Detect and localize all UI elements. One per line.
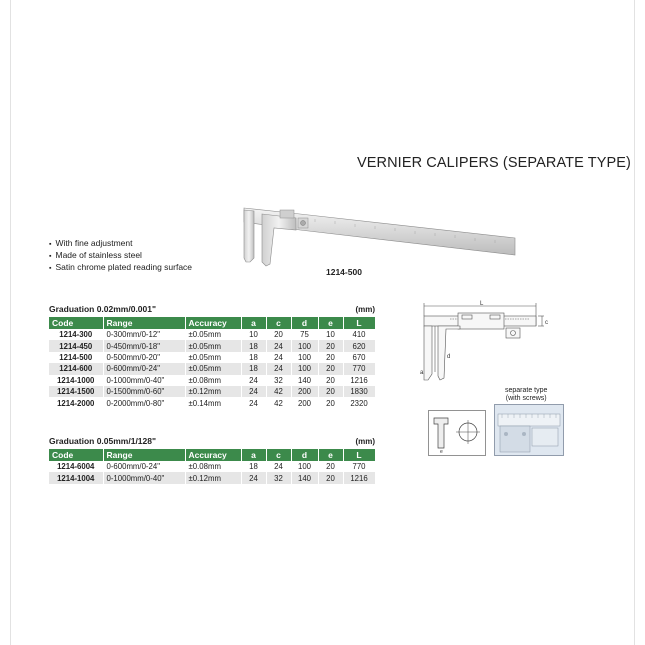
table-cell: 18 <box>241 340 266 351</box>
table-cell: 18 <box>241 461 266 472</box>
table-row <box>49 397 375 408</box>
feature-list <box>49 238 192 274</box>
dim-label-L: L <box>480 301 484 307</box>
table-cell: ±0.05mm <box>185 352 241 363</box>
table-cell: ±0.08mm <box>185 375 241 386</box>
table-row <box>49 363 375 374</box>
table-header-row <box>49 449 375 461</box>
table-cell: ±0.05mm <box>185 329 241 340</box>
spec-table-1 <box>49 317 376 409</box>
graduation-005-section <box>49 434 375 484</box>
dim-label-e: e <box>440 449 443 455</box>
graduation-002-section <box>49 302 375 409</box>
col-header: a <box>241 449 266 461</box>
table-cell: 20 <box>318 397 343 408</box>
table-cell: 32 <box>266 472 291 483</box>
table-row <box>49 461 375 472</box>
table-cell: ±0.08mm <box>185 461 241 472</box>
table-row <box>49 472 375 483</box>
table-cell: 1214-600 <box>49 363 103 374</box>
table-cell: 24 <box>266 340 291 351</box>
spec-table-2 <box>49 449 376 484</box>
table-cell: 100 <box>291 340 318 351</box>
table-cell: 75 <box>291 329 318 340</box>
feature-item: ▪ With fine adjustment <box>49 238 192 250</box>
table-cell: 1214-6004 <box>49 461 103 472</box>
table-cell: 24 <box>266 461 291 472</box>
table-cell: 100 <box>291 461 318 472</box>
table-cell: ±0.05mm <box>185 340 241 351</box>
table-cell: 0-600mm/0-24" <box>103 461 185 472</box>
table-cell: 1214-1000 <box>49 375 103 386</box>
table-row <box>49 329 375 340</box>
table-row <box>49 340 375 351</box>
table-cell: 0-300mm/0-12" <box>103 329 185 340</box>
col-header: L <box>343 317 375 329</box>
separate-type-detail <box>494 404 564 456</box>
table-cell: 770 <box>343 363 375 374</box>
table-cell: 1830 <box>343 386 375 397</box>
table-cell: 0-450mm/0-18" <box>103 340 185 351</box>
table-row <box>49 375 375 386</box>
table-cell: 20 <box>318 340 343 351</box>
col-header: c <box>266 317 291 329</box>
table-cell: 140 <box>291 472 318 483</box>
table-cell: 20 <box>318 386 343 397</box>
col-header: Code <box>49 317 103 329</box>
table-cell: 24 <box>266 352 291 363</box>
table-cell: 1214-1500 <box>49 386 103 397</box>
table-cell: 1214-500 <box>49 352 103 363</box>
graduation-label: Graduation 0.02mm/0.001" <box>49 304 157 314</box>
table-cell: 0-1000mm/0-40" <box>103 472 185 483</box>
table-cell: 0-500mm/0-20" <box>103 352 185 363</box>
table-cell: ±0.12mm <box>185 386 241 397</box>
table-cell: 1214-2000 <box>49 397 103 408</box>
table-cell: 1214-1004 <box>49 472 103 483</box>
unit-label: (mm) <box>355 437 375 446</box>
col-header: a <box>241 317 266 329</box>
col-header: Code <box>49 449 103 461</box>
graduation-label: Graduation 0.05mm/1/128" <box>49 436 157 446</box>
table-cell: ±0.14mm <box>185 397 241 408</box>
jaw-section-detail <box>428 410 486 456</box>
caliper-photo <box>240 200 525 270</box>
feature-item: ▪ Satin chrome plated reading surface <box>49 262 192 274</box>
table-cell: 20 <box>318 352 343 363</box>
table-cell: 20 <box>318 363 343 374</box>
table-cell: 18 <box>241 352 266 363</box>
unit-label: (mm) <box>355 305 375 314</box>
photo-caption: 1214-500 <box>326 267 362 277</box>
table-cell: 32 <box>266 375 291 386</box>
col-header: Range <box>103 317 185 329</box>
dim-label-a: a <box>420 370 424 376</box>
table-cell: 100 <box>291 363 318 374</box>
table-cell: 0-600mm/0-24" <box>103 363 185 374</box>
table-cell: ±0.12mm <box>185 472 241 483</box>
table-cell: 2320 <box>343 397 375 408</box>
dimension-diagram <box>420 300 560 385</box>
dim-label-d: d <box>447 354 451 360</box>
table-cell: 100 <box>291 352 318 363</box>
page-title: VERNIER CALIPERS (SEPARATE TYPE) <box>357 155 631 171</box>
table-cell: ±0.05mm <box>185 363 241 374</box>
table-cell: 42 <box>266 386 291 397</box>
caption-line: (with screws) <box>505 395 547 402</box>
table-cell: 20 <box>318 472 343 483</box>
table-cell: 620 <box>343 340 375 351</box>
separate-type-caption <box>505 387 547 403</box>
table-cell: 42 <box>266 397 291 408</box>
table-cell: 1216 <box>343 375 375 386</box>
table-cell: 1214-300 <box>49 329 103 340</box>
table-cell: 20 <box>266 329 291 340</box>
right-border <box>634 0 635 645</box>
table-cell: 20 <box>318 461 343 472</box>
table-cell: 24 <box>241 472 266 483</box>
table-cell: 0-2000mm/0-80" <box>103 397 185 408</box>
feature-item: ▪ Made of stainless steel <box>49 250 192 262</box>
left-border <box>10 0 11 645</box>
table-cell: 20 <box>318 375 343 386</box>
table-cell: 10 <box>241 329 266 340</box>
table-cell: 200 <box>291 386 318 397</box>
table-cell: 24 <box>241 375 266 386</box>
col-header: c <box>266 449 291 461</box>
table-header-row <box>49 317 375 329</box>
table-cell: 1216 <box>343 472 375 483</box>
col-header: d <box>291 317 318 329</box>
table-row <box>49 352 375 363</box>
col-header: Accuracy <box>185 317 241 329</box>
table-cell: 1214-450 <box>49 340 103 351</box>
table-cell: 10 <box>318 329 343 340</box>
col-header: Range <box>103 449 185 461</box>
table-cell: 200 <box>291 397 318 408</box>
table-cell: 0-1000mm/0-40" <box>103 375 185 386</box>
table-cell: 24 <box>266 363 291 374</box>
col-header: e <box>318 317 343 329</box>
caption-line: separate type <box>505 387 548 394</box>
table-cell: 0-1500mm/0-60" <box>103 386 185 397</box>
table-cell: 410 <box>343 329 375 340</box>
table-cell: 24 <box>241 386 266 397</box>
table-cell: 18 <box>241 363 266 374</box>
table-row <box>49 386 375 397</box>
col-header: e <box>318 449 343 461</box>
table-cell: 670 <box>343 352 375 363</box>
table-cell: 24 <box>241 397 266 408</box>
table-cell: 140 <box>291 375 318 386</box>
dim-label-c: c <box>545 320 548 326</box>
col-header: L <box>343 449 375 461</box>
col-header: Accuracy <box>185 449 241 461</box>
col-header: d <box>291 449 318 461</box>
table-cell: 770 <box>343 461 375 472</box>
